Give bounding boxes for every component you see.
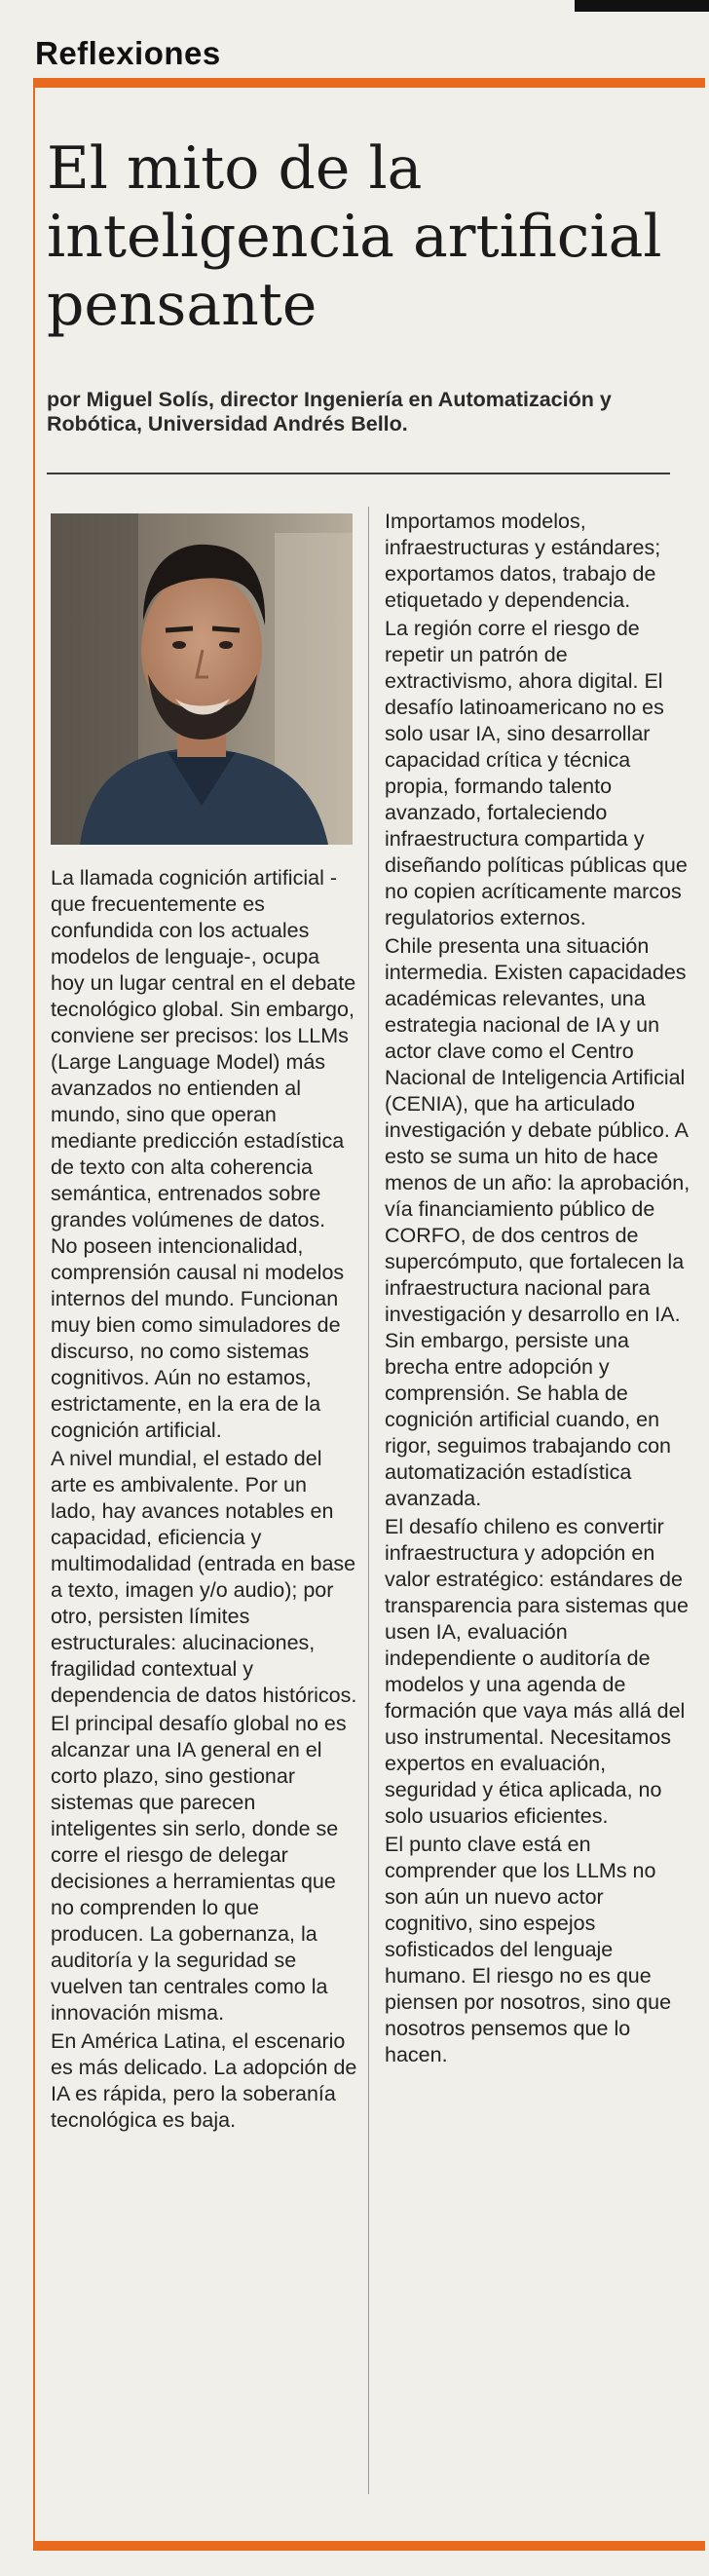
byline: por Miguel Solís, director Ingeniería en Automatización y Robótica, Universidad Andrés Bello. bbox=[47, 388, 612, 436]
paragraph: El desafío chileno es convertir infraestructura y adopción en valor estratégico: estándares de transparencia para sistemas que usen IA, evaluación independiente o auditoría de modelos y una agenda de formación que vaya más allá del uso instrumental. Necesitamos expertos en evaluación, seguridad y ética aplicada, no solo usuarios eficientes. bbox=[385, 1515, 689, 1828]
paragraph: El punto clave está en comprender que los LLMs no son aún un nuevo actor cognitivo, sino espejos sofisticados del lenguaje humano. El riesgo no es que piensen por nosotros, sino que nosotros pensemos que lo hacen. bbox=[385, 1833, 672, 2066]
article-column-right bbox=[385, 509, 691, 2070]
paragraph: El principal desafío global no es alcanzar una IA general en el corto plazo, sino gestionar sistemas que parecen inteligentes sin serlo, donde se corre el riesgo de delegar decisiones a herramientas que no comprenden lo que producen. La gobernanza, la auditoría y la seguridad se vuelven tan centrales como la innovación misma. bbox=[51, 1712, 347, 2025]
top-corner-block bbox=[575, 0, 709, 12]
byline-divider bbox=[47, 473, 670, 474]
left-accent-rule bbox=[33, 88, 35, 2545]
paragraph: A nivel mundial, el estado del arte es ambivalente. Por un lado, hay avances notables en capacidad, eficiencia y multimodalidad (entrada en base a texto, imagen y/o audio); por otro, persisten límites estructurales: alucinaciones, fragilidad contextual y dependencia de datos históricos. bbox=[51, 1447, 357, 1707]
author-photo bbox=[51, 513, 353, 845]
article-column-left bbox=[51, 865, 357, 2136]
headline: El mito de la inteligencia artificial pensante bbox=[47, 134, 662, 339]
column-divider bbox=[368, 507, 369, 2494]
bottom-accent-rule bbox=[33, 2541, 705, 2551]
paragraph: Chile presenta una situación intermedia. Existen capacidades académicas relevantes, una estrategia nacional de IA y un actor clave como el Centro Nacional de Inteligencia Artificial (CENIA), que ha articulado investigación y debate público. A esto se suma un hito de hace menos de un año: la aprobación, vía financiamiento público de CORFO, de dos centros de supercómputo, que fortalecen la infraestructura nacional para investigación y desarrollo en IA. Sin embargo, persiste una brecha entre adopción y comprensión. Se habla de cognición artificial cuando, en rigor, seguimos trabajando con automatización estadística avanzada. bbox=[385, 934, 690, 1510]
paragraph: La región corre el riesgo de repetir un patrón de extractivismo, ahora digital. El desafío latinoamericano no es solo usar IA, sino desarrollar capacidad crítica y técnica propia, formando talento avanzado, fortaleciendo infraestructura compartida y diseñando políticas públicas que no copien acríticamente marcos regulatorios externos. bbox=[385, 617, 688, 929]
top-accent-rule bbox=[33, 78, 705, 88]
section-label: Reflexiones bbox=[35, 35, 221, 71]
paragraph: Importamos modelos, infraestructuras y estándares; exportamos datos, trabajo de etiquetado y dependencia. bbox=[385, 510, 661, 612]
paragraph: En América Latina, el escenario es más delicado. La adopción de IA es rápida, pero la soberanía tecnológica es baja. bbox=[51, 2029, 357, 2132]
paragraph: La llamada cognición artificial -que frecuentemente es confundida con los actuales modelos de lenguaje-, ocupa hoy un lugar central en el debate tecnológico global. Sin embargo, conviene ser precisos: los LLMs (Large Language Model) más avanzados no entienden al mundo, sino que operan mediante predicción estadística de texto con alta coherencia semántica, entrenados sobre grandes volúmenes de datos. No poseen intencionalidad, comprensión causal ni modelos internos del mundo. Funcionan muy bien como simuladores de discurso, no como sistemas cognitivos. Aún no estamos, estrictamente, en la era de la cognición artificial. bbox=[51, 866, 356, 1442]
